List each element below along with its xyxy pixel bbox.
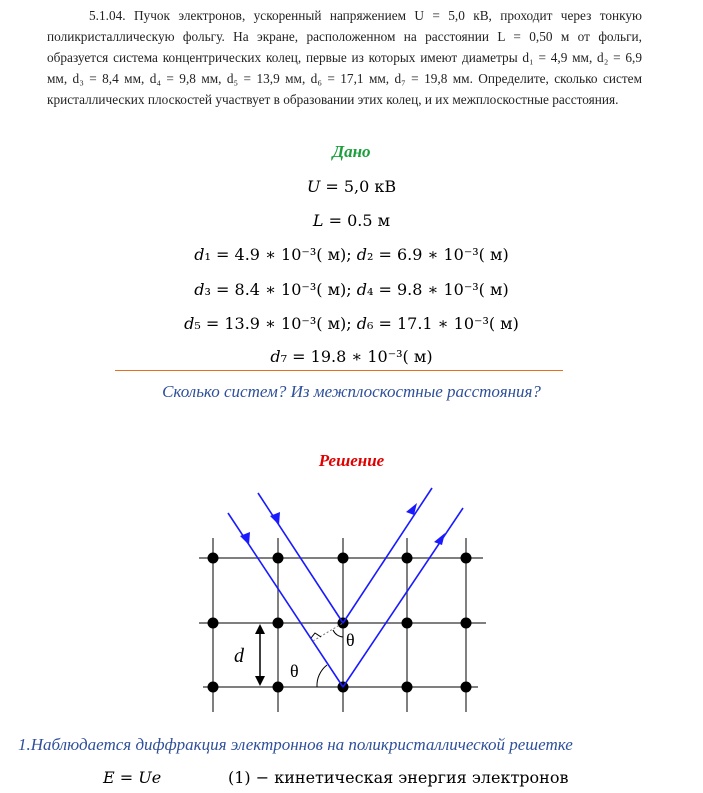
- theta-label: θ: [290, 661, 299, 681]
- lattice-atom: [273, 618, 284, 629]
- lattice-atom: [338, 553, 349, 564]
- right-angle-mark: [311, 633, 321, 638]
- lattice-atom: [461, 553, 472, 564]
- theta-label: θ: [346, 630, 355, 650]
- given-line: 𝑑₃ = 8.4 ∗ 10⁻³( м); 𝑑₄ = 9.8 ∗ 10⁻³( м): [194, 280, 509, 299]
- lattice-atom: [273, 682, 284, 693]
- solution-heading: Решение: [318, 451, 385, 470]
- theta-arc: [317, 665, 327, 687]
- question: Сколько систем? Из межплоскостные расстояния?: [162, 382, 541, 401]
- lattice-atom: [402, 553, 413, 564]
- equation-1-description: (1) − кинетическая энергия электронов: [228, 768, 569, 787]
- given-heading: Дано: [332, 142, 371, 161]
- lattice-atom: [461, 618, 472, 629]
- theta-arc: [333, 630, 343, 637]
- lattice-atom: [208, 682, 219, 693]
- step-1: 1.Наблюдается диффракция электроннов на поликристаллической решетке: [18, 735, 573, 754]
- given-line: 𝐿 = 0.5 м: [312, 211, 391, 230]
- d-label: d: [234, 645, 244, 667]
- rays: [228, 488, 463, 687]
- lattice-atom: [208, 618, 219, 629]
- lattice-atom: [402, 682, 413, 693]
- given-line: 𝑑₁ = 4.9 ∗ 10⁻³( м); 𝑑₂ = 6.9 ∗ 10⁻³( м): [194, 245, 509, 264]
- lattice-atom: [273, 553, 284, 564]
- problem-statement: 5.1.04. Пучок электронов, ускоренный напряжением U = 5,0 кВ, проходит через тонкую поликристаллическую фольгу. На экране, расположенном на расстоянии L = 0,50 м от фольги, образуется система концентрических колец, первые из которых имеют диаметры d₁ = 4,9 мм, d₂ = 6,9 мм, d₃ = 8,4 мм, d₄ = 9,8 мм, d₅ = 13,9 мм, d₆ = 17,1 мм, d₇ = 19,8 мм. Определите, сколько систем кристаллических плоскостей участвует в образовании этих колец, и их межплоскостные расстояния.: [47, 8, 642, 107]
- lattice-atom: [402, 618, 413, 629]
- lattice-atom: [208, 553, 219, 564]
- equation-1: 𝐸 = 𝑈𝑒: [103, 768, 162, 787]
- lattice-atom: [461, 682, 472, 693]
- given-line: 𝑑₇ = 19.8 ∗ 10⁻³( м): [270, 347, 433, 366]
- perpendicular: [313, 623, 343, 641]
- given-line: 𝑈 = 5,0 кВ: [306, 177, 397, 196]
- given-line: 𝑑₅ = 13.9 ∗ 10⁻³( м); 𝑑₆ = 17.1 ∗ 10⁻³( м): [184, 314, 519, 333]
